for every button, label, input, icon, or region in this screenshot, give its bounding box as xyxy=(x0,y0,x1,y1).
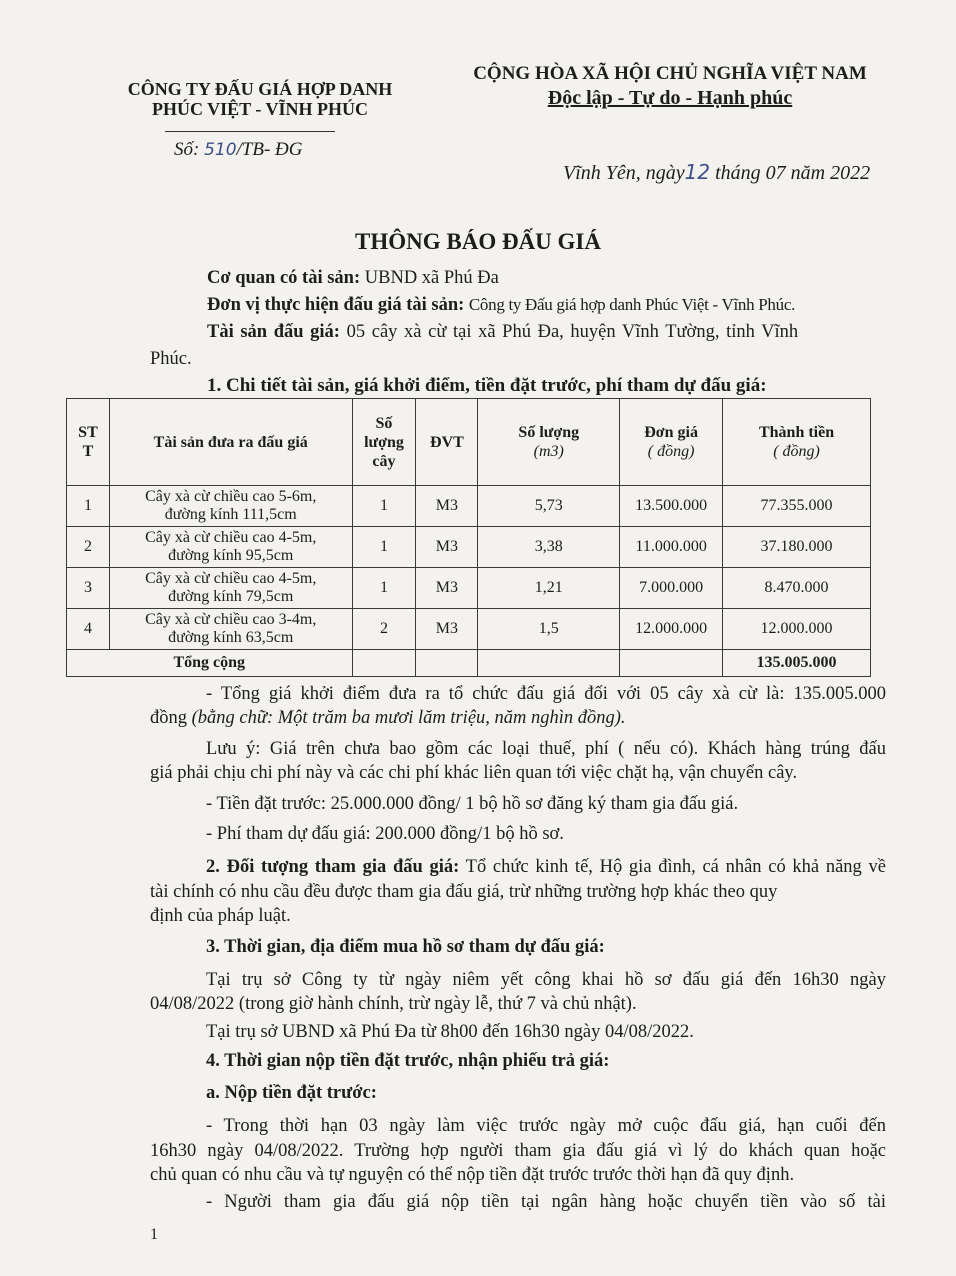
nation-motto xyxy=(440,86,900,110)
header-qty: Số lượng (m3) xyxy=(478,399,620,486)
table-row: 2 Cây xà cừ chiều cao 4-5m, đường kính 95,5cm 1 M3 3,38 11.000.000 37.180.000 xyxy=(67,527,871,568)
start-price-line1: - Tổng giá khởi điểm đưa ra tổ chức đấu giá đối với 05 cây xà cừ là: 135.005.000 xyxy=(206,684,886,704)
asset-value-line2: Phúc. xyxy=(150,349,192,369)
total-label: Tổng cộng xyxy=(67,650,353,677)
company-name: CÔNG TY ĐẤU GIÁ HỢP DANH xyxy=(127,79,393,99)
deposit-line: - Tiền đặt trước: 25.000.000 đồng/ 1 bộ hồ sơ đăng ký tham gia đấu giá. xyxy=(206,794,739,814)
header-asset: Tài sản đưa ra đấu giá xyxy=(109,399,352,486)
section3-line2: 04/08/2022 (trong giờ hành chính, trừ ngày lễ, thứ 7 và chủ nhật). xyxy=(150,994,637,1014)
table-header-row xyxy=(67,399,871,486)
document-title: THÔNG BÁO ĐẤU GIÁ xyxy=(355,229,601,254)
asset-label: Tài sản đấu giá: xyxy=(207,322,340,342)
doc-number-suffix: /TB- ĐG xyxy=(236,139,303,160)
executor-line xyxy=(207,293,795,317)
asset-value-line1: 05 cây xà cừ tại xã Phú Đa, huyện Vĩnh Tường, tỉnh Vĩnh xyxy=(346,322,799,342)
doc-number xyxy=(174,139,303,161)
header-count: Số lượng cây xyxy=(352,399,416,486)
nation-motto-text: Độc lập - Tự do - Hạnh phúc xyxy=(547,87,793,109)
header-total: Thành tiền ( đồng) xyxy=(723,399,871,486)
date-suffix: tháng 07 năm 2022 xyxy=(715,162,871,184)
section2-line1: 2. Đối tượng tham gia đấu giá: Tổ chức kinh tế, Hộ gia đình, cá nhân có khả năng về xyxy=(206,857,886,877)
date-prefix: Vĩnh Yên, ngày xyxy=(563,162,685,184)
date-line xyxy=(563,160,870,185)
executor-value: Công ty Đấu giá hợp danh Phúc Việt - Vĩnh Phúc. xyxy=(468,295,796,314)
section4a-heading: a. Nộp tiền đặt trước: xyxy=(206,1083,377,1103)
date-day: 12 xyxy=(684,160,711,184)
doc-number-handwritten: 510 xyxy=(204,140,237,160)
table-row: 3 Cây xà cừ chiều cao 4-5m, đường kính 79,5cm 1 M3 1,21 7.000.000 8.470.000 xyxy=(67,568,871,609)
section1-heading: 1. Chi tiết tài sản, giá khởi điểm, tiền đặt trước, phí tham dự đấu giá: xyxy=(207,375,767,396)
section4a-line2: 16h30 ngày 04/08/2022. Trường hợp người tham gia đấu giá vì lý do khách quan hoặc xyxy=(150,1141,886,1161)
section4a-line3: chủ quan có nhu cầu và tự nguyện có thể nộp tiền đặt trước trước thời hạn đã quy định. xyxy=(150,1165,795,1185)
section4a-line1: - Trong thời hạn 03 ngày làm việc trước ngày mở cuộc đấu giá, hạn cuối đến xyxy=(206,1116,886,1136)
note-line1: Lưu ý: Giá trên chưa bao gồm các loại thuế, phí ( nếu có). Khách hàng trúng đấu xyxy=(206,739,886,759)
table-row: 1 Cây xà cừ chiều cao 5-6m, đường kính 111,5cm 1 M3 5,73 13.500.000 77.355.000 xyxy=(67,486,871,527)
owner-value: UBND xã Phú Đa xyxy=(364,268,499,288)
page-number: 1 xyxy=(150,1226,158,1243)
start-price-line2: đồng (bằng chữ: Một trăm ba mươi lăm triệu, năm nghìn đồng). xyxy=(150,708,626,728)
asset-line xyxy=(207,320,883,344)
section3-line1: Tại trụ sở Công ty từ ngày niêm yết công khai hồ sơ đấu giá đến 16h30 ngày xyxy=(206,970,886,990)
doc-number-prefix: Số: xyxy=(174,139,200,160)
section3-line3: Tại trụ sở UBND xã Phú Đa từ 8h00 đến 16h30 ngày 04/08/2022. xyxy=(206,1022,694,1042)
header-divider xyxy=(165,131,335,132)
table-row: 4 Cây xà cừ chiều cao 3-4m, đường kính 63,5cm 2 M3 1,5 12.000.000 12.000.000 xyxy=(67,609,871,650)
header-price: Đơn giá ( đồng) xyxy=(620,399,723,486)
company-branch: PHÚC VIỆT - VĨNH PHÚC xyxy=(151,99,369,119)
header-unit: ĐVT xyxy=(416,399,478,486)
nation-name: CỘNG HÒA XÃ HỘI CHỦ NGHĨA VIỆT NAM xyxy=(473,63,867,84)
owner-label: Cơ quan có tài sản: xyxy=(207,268,361,288)
header-stt: ST T xyxy=(67,399,110,486)
note-line2: giá phải chịu chi phí này và các chi phí khác liên quan tới việc chặt hạ, vận chuyển cây. xyxy=(150,763,798,783)
section2-line2: tài chính có nhu cầu đều được tham gia đấu giá, trừ những trường hợp khác theo quy xyxy=(150,882,778,902)
owner-line xyxy=(207,266,499,290)
section4-heading: 4. Thời gian nộp tiền đặt trước, nhận phiếu trả giá: xyxy=(206,1051,610,1071)
section2-line3: định của pháp luật. xyxy=(150,906,291,926)
total-value: 135.005.000 xyxy=(723,650,871,677)
executor-label: Đơn vị thực hiện đấu giá tài sản: xyxy=(207,295,465,315)
table-total-row xyxy=(67,650,871,677)
section4a-line4: - Người tham gia đấu giá nộp tiền tại ngân hàng hoặc chuyển tiền vào số tài xyxy=(206,1192,886,1212)
asset-table xyxy=(66,398,871,677)
section3-heading: 3. Thời gian, địa điểm mua hồ sơ tham dự đấu giá: xyxy=(206,937,605,957)
fee-line: - Phí tham dự đấu giá: 200.000 đồng/1 bộ hồ sơ. xyxy=(206,824,564,844)
